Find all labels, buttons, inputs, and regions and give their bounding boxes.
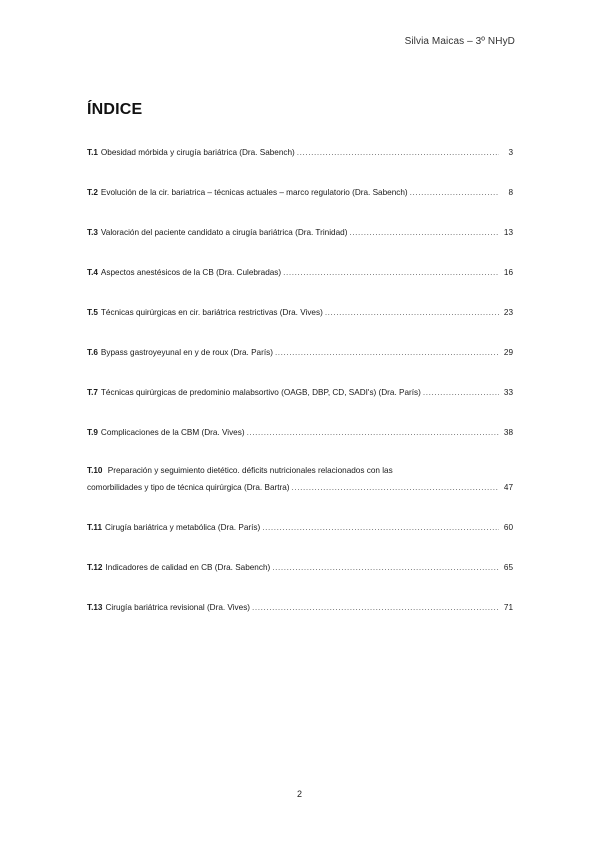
toc-entry <box>87 426 513 439</box>
toc-dot-leader <box>423 386 499 399</box>
toc-entry-number: T.6 <box>87 348 98 357</box>
toc-entry-title: Evolución de la cir. bariatrica – técnicas actuales – marco regulatorio (Dra. Sabench) <box>100 188 408 197</box>
toc-entry-page: 16 <box>503 268 513 277</box>
toc-entry-number: T.7 <box>87 388 98 397</box>
toc-entry <box>87 266 513 279</box>
toc-dot-leader <box>252 601 499 614</box>
toc-entry <box>87 226 513 239</box>
toc-entry-number: T.4 <box>87 268 98 277</box>
toc-entry-page: 47 <box>503 483 513 492</box>
toc-entry-title: Aspectos anestésicos de la CB (Dra. Culebradas) <box>100 268 282 277</box>
toc-entry-number: T.1 <box>87 148 98 157</box>
toc-entry-title: Bypass gastroyeyunal en y de roux (Dra. París) <box>100 348 273 357</box>
toc-dot-leader <box>275 346 499 359</box>
toc-entry <box>87 561 513 574</box>
toc-entry <box>87 346 513 359</box>
toc-entry-page: 13 <box>503 228 513 237</box>
toc-entry-title: Cirugía bariátrica revisional (Dra. Vives) <box>105 603 251 612</box>
toc-dot-leader <box>297 146 499 159</box>
toc-entry <box>87 464 513 494</box>
toc-entry-title: Técnicas quirúrgicas de predominio malabsortivo (OAGB, DBP, CD, SADI's) (Dra. París) <box>100 388 421 397</box>
toc-entry-page: 60 <box>503 523 513 532</box>
toc-entry-page: 3 <box>508 148 513 157</box>
toc-entry-number: T.2 <box>87 188 98 197</box>
toc-entry <box>87 146 513 159</box>
page-number-footer: 2 <box>296 789 302 799</box>
toc-entry-page: 29 <box>503 348 513 357</box>
toc-entry <box>87 386 513 399</box>
toc-entry <box>87 306 513 319</box>
toc-entry-page: 33 <box>503 388 513 397</box>
toc-entry-title: Complicaciones de la CBM (Dra. Vives) <box>100 428 245 437</box>
toc-entry <box>87 601 513 614</box>
toc-entry-page: 8 <box>508 188 513 197</box>
toc-dot-leader <box>349 226 499 239</box>
toc-entry <box>87 521 513 534</box>
toc-dot-leader <box>292 481 499 494</box>
toc-dot-leader <box>272 561 499 574</box>
toc-dot-leader <box>325 306 499 319</box>
toc-entry-number: T.12 <box>87 563 103 572</box>
toc-entry-page: 71 <box>503 603 513 612</box>
toc-entry-number: T.5 <box>87 308 98 317</box>
toc-entry-number: T.13 <box>87 603 103 612</box>
toc-entry-page: 23 <box>503 308 513 317</box>
toc-entry-title: Obesidad mórbida y cirugía bariátrica (Dra. Sabench) <box>100 148 295 157</box>
toc-dot-leader <box>262 521 499 534</box>
page-header: Silvia Maicas – 3º NHyD <box>404 36 515 47</box>
toc-dot-leader <box>283 266 499 279</box>
toc-entry-number: T.9 <box>87 428 98 437</box>
page-title: ÍNDICE <box>87 101 143 118</box>
toc-entry-title: Cirugía bariátrica y metabólica (Dra. París) <box>105 523 261 532</box>
toc-entry <box>87 186 513 199</box>
toc-entry-title-line1: Preparación y seguimiento dietético. déficits nutricionales relacionados con las <box>107 466 393 475</box>
toc-entry-title: comorbilidades y tipo de técnica quirúrgica (Dra. Bartra) <box>87 483 290 492</box>
toc-dot-leader <box>247 426 499 439</box>
toc-entry-page: 65 <box>503 563 513 572</box>
toc-entry-title: Indicadores de calidad en CB (Dra. Sabench) <box>105 563 271 572</box>
toc-entry-title: Técnicas quirúrgicas en cir. bariátrica restrictivas (Dra. Vives) <box>100 308 323 317</box>
toc-entry-title: Valoración del paciente candidato a cirugía bariátrica (Dra. Trinidad) <box>100 228 348 237</box>
toc-entry-number: T.11 <box>87 523 103 532</box>
toc-entry-number: T.10 <box>87 466 103 475</box>
toc-entry-page: 38 <box>503 428 513 437</box>
toc-entry-number: T.3 <box>87 228 98 237</box>
toc-dot-leader <box>410 186 499 199</box>
